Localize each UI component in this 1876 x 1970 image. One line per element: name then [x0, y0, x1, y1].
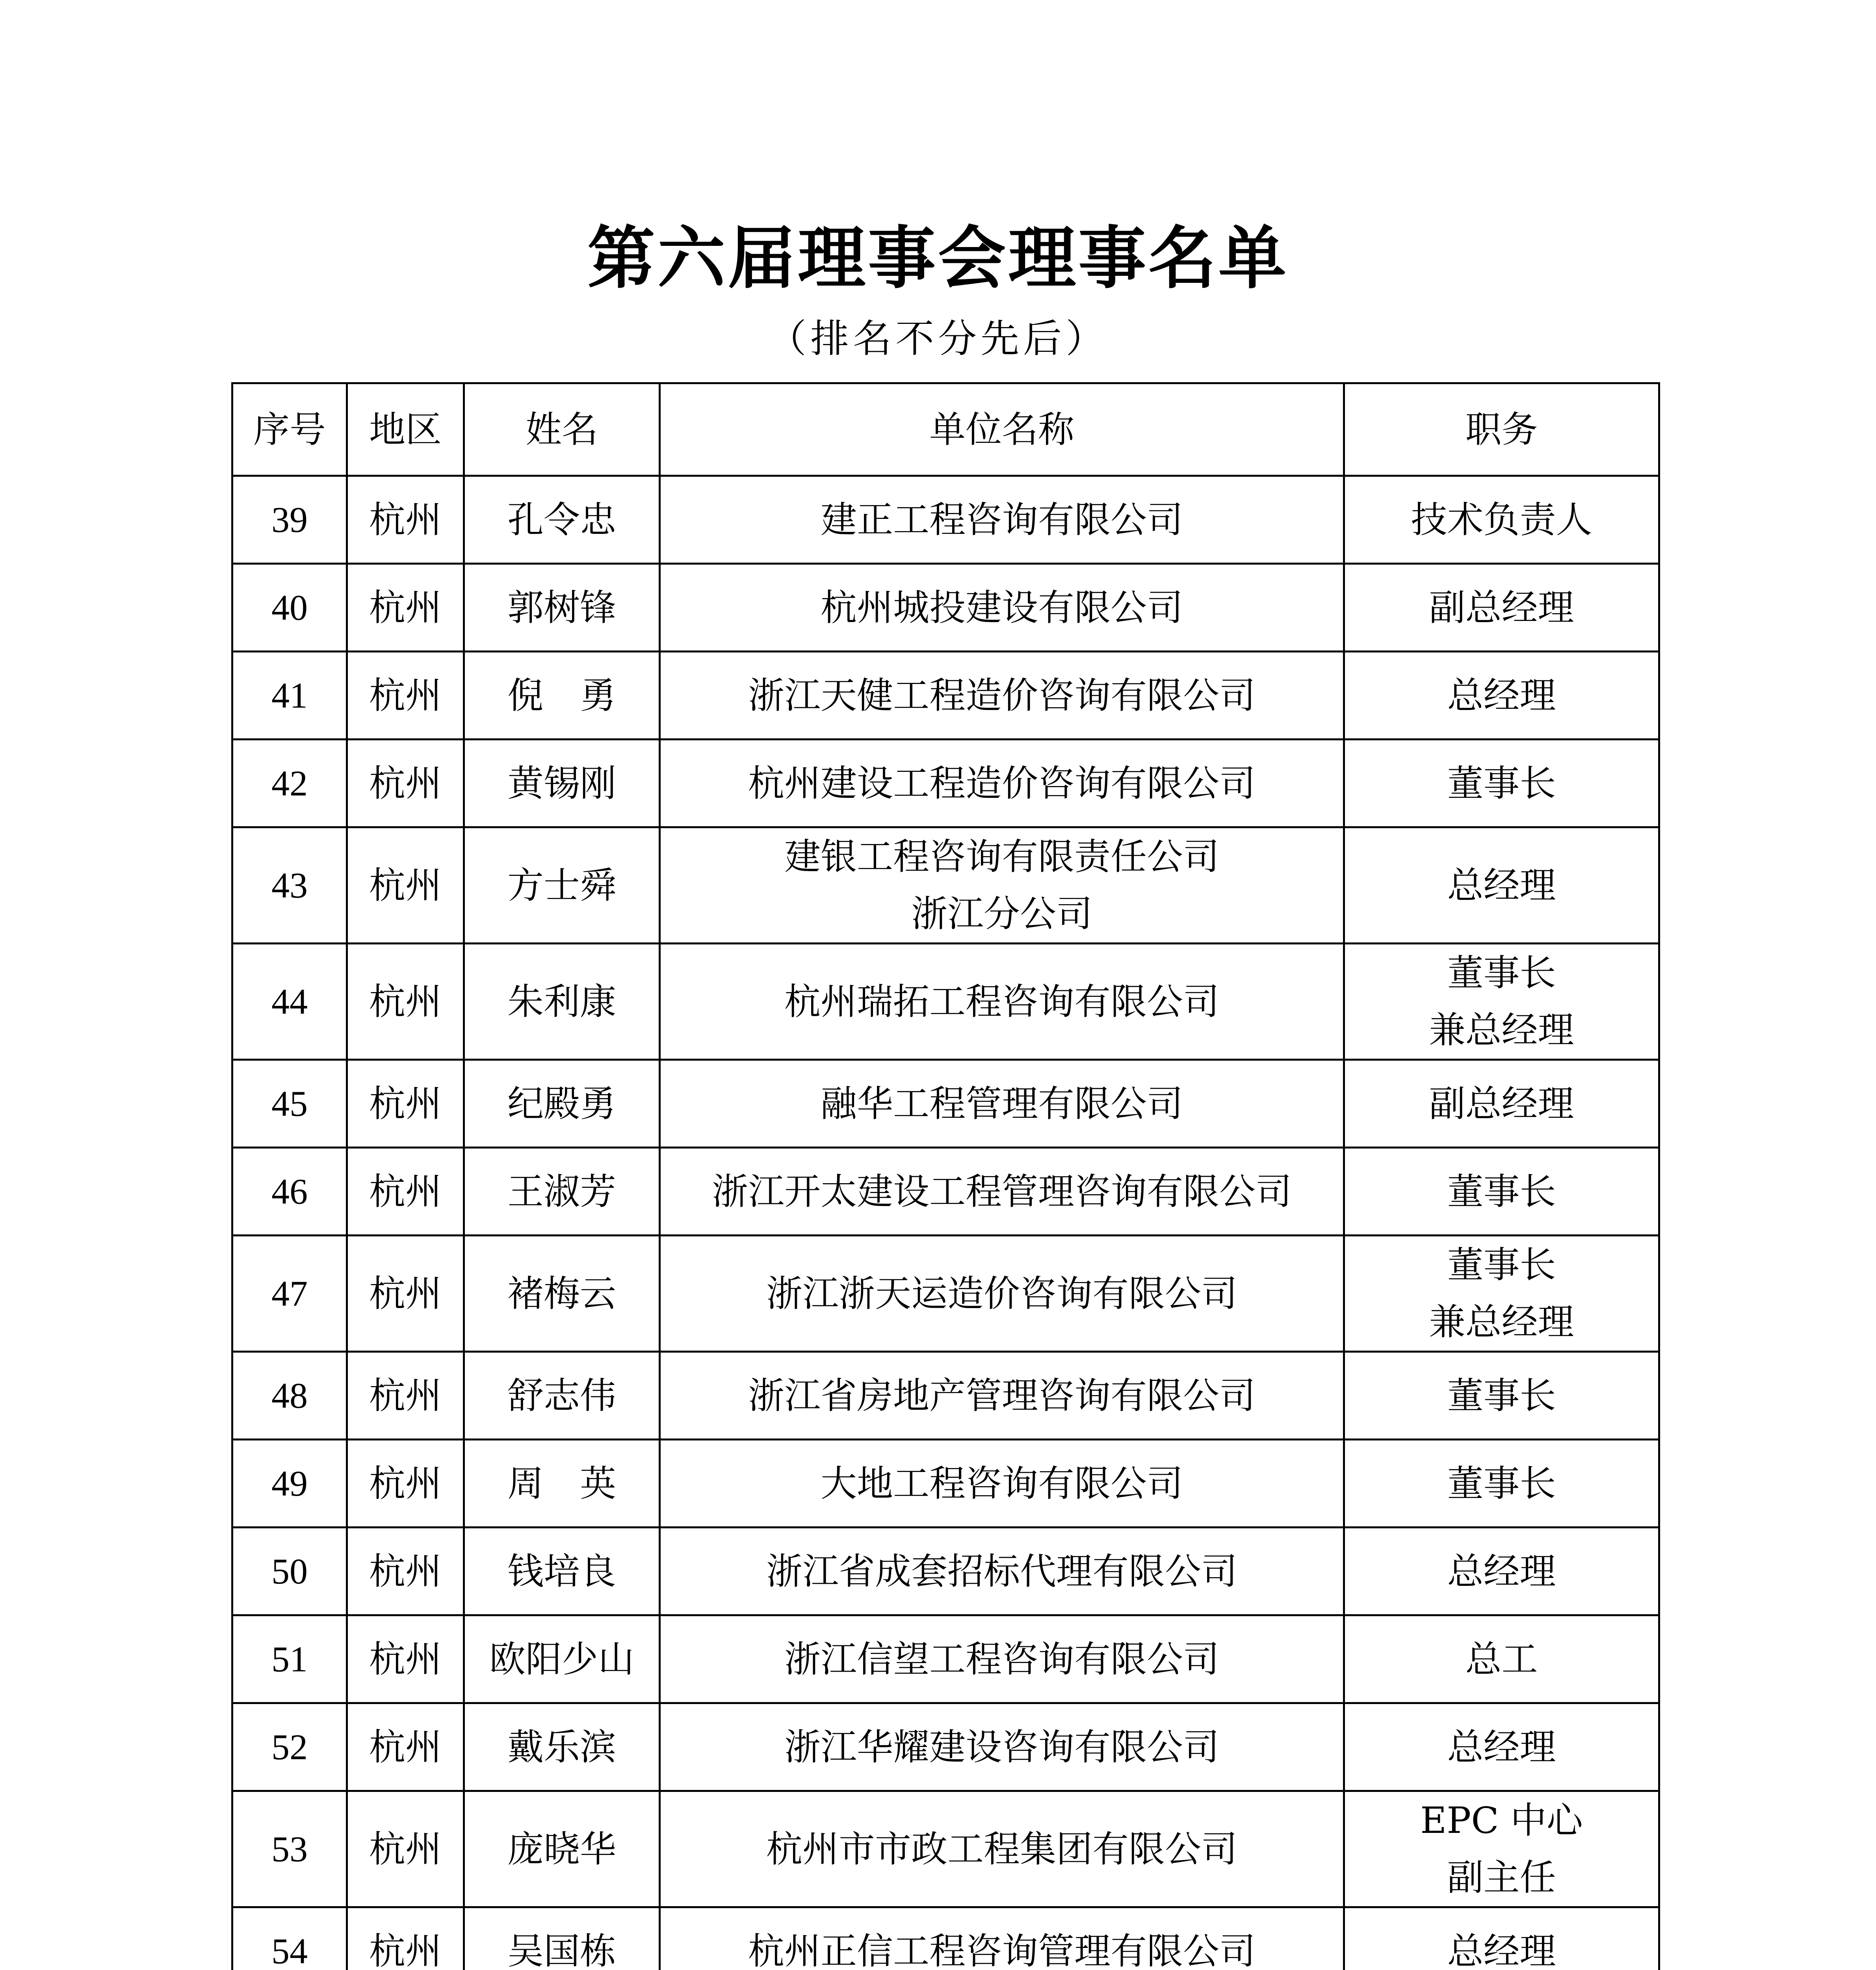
position-line: 董事长: [1447, 762, 1556, 805]
document-subtitle: （排名不分先后）: [767, 316, 1108, 361]
cell-region: 杭州: [347, 1703, 464, 1791]
table-row: [232, 1703, 1659, 1791]
cell-index: 52: [232, 1703, 347, 1791]
cell-organization: [660, 1148, 1344, 1236]
header-name: 姓名: [464, 383, 660, 476]
cell-position: [1344, 652, 1659, 740]
cell-name: 钱培良: [464, 1528, 660, 1615]
cell-region: 杭州: [347, 564, 464, 652]
cell-region: 杭州: [347, 1907, 464, 1970]
cell-name: 郭树锋: [464, 564, 660, 652]
position-line: 董事长: [1447, 1170, 1556, 1213]
cell-index: 51: [232, 1615, 347, 1703]
organization-line: 建正工程咨询有限公司: [820, 498, 1183, 541]
cell-index: 49: [232, 1440, 347, 1528]
cell-position: [1344, 740, 1659, 827]
cell-region: 杭州: [347, 1060, 464, 1148]
position-line: 兼总经理: [1429, 1009, 1574, 1051]
council-member-table: [231, 382, 1660, 1970]
table-row: [232, 1236, 1659, 1352]
position-line: 副主任: [1447, 1857, 1556, 1899]
cell-region: 杭州: [347, 652, 464, 740]
cell-name: 舒志伟: [464, 1352, 660, 1440]
cell-region: 杭州: [347, 1148, 464, 1236]
position-line: 副总经理: [1429, 586, 1574, 629]
organization-line: 浙江分公司: [911, 893, 1092, 935]
cell-name: 褚梅云: [464, 1236, 660, 1352]
organization-line: 浙江浙天运造价咨询有限公司: [766, 1272, 1237, 1315]
cell-index: 40: [232, 564, 347, 652]
cell-position: [1344, 1060, 1659, 1148]
cell-organization: [660, 1060, 1344, 1148]
cell-organization: [660, 564, 1344, 652]
cell-position: [1344, 1703, 1659, 1791]
table-row: [232, 944, 1659, 1060]
cell-position: [1344, 1615, 1659, 1703]
organization-line: 杭州市市政工程集团有限公司: [766, 1828, 1237, 1870]
cell-organization: [660, 944, 1344, 1060]
cell-organization: [660, 740, 1344, 827]
position-line: 技术负责人: [1411, 498, 1592, 541]
cell-region: 杭州: [347, 1528, 464, 1615]
organization-line: 浙江开太建设工程管理咨询有限公司: [711, 1170, 1292, 1213]
table-row: [232, 827, 1659, 944]
cell-organization: [660, 1236, 1344, 1352]
organization-line: 融华工程管理有限公司: [820, 1082, 1183, 1125]
cell-name: 纪殿勇: [464, 1060, 660, 1148]
cell-region: 杭州: [347, 944, 464, 1060]
cell-index: 41: [232, 652, 347, 740]
cell-index: 42: [232, 740, 347, 827]
organization-line: 杭州城投建设有限公司: [820, 586, 1183, 629]
organization-line: 浙江天健工程造价咨询有限公司: [748, 674, 1256, 717]
cell-index: 45: [232, 1060, 347, 1148]
header-index: 序号: [232, 383, 347, 476]
organization-line: 浙江信望工程咨询有限公司: [784, 1638, 1219, 1680]
cell-position: [1344, 1148, 1659, 1236]
table-header-row: [232, 383, 1659, 476]
cell-name: 孔令忠: [464, 476, 660, 564]
cell-position: [1344, 1907, 1659, 1970]
position-line: EPC 中心: [1420, 1799, 1583, 1842]
cell-region: 杭州: [347, 1440, 464, 1528]
cell-region: 杭州: [347, 1615, 464, 1703]
organization-line: 杭州建设工程造价咨询有限公司: [748, 762, 1256, 805]
position-line: 总经理: [1447, 1726, 1556, 1768]
cell-index: 43: [232, 827, 347, 944]
organization-line: 浙江省房地产管理咨询有限公司: [748, 1374, 1256, 1417]
position-line: 总工: [1465, 1638, 1538, 1680]
cell-organization: [660, 1528, 1344, 1615]
position-line: 副总经理: [1429, 1082, 1574, 1125]
cell-name: 吴国栋: [464, 1907, 660, 1970]
cell-name: 倪 勇: [464, 652, 660, 740]
header-position: 职务: [1344, 383, 1659, 476]
cell-index: 46: [232, 1148, 347, 1236]
cell-region: 杭州: [347, 1352, 464, 1440]
position-line: 董事长: [1447, 952, 1556, 994]
cell-position: [1344, 1236, 1659, 1352]
table-row: [232, 740, 1659, 827]
cell-region: 杭州: [347, 740, 464, 827]
cell-region: 杭州: [347, 827, 464, 944]
document-title: 第六届理事会理事名单: [587, 218, 1289, 298]
position-line: 董事长: [1447, 1244, 1556, 1286]
cell-region: 杭州: [347, 476, 464, 564]
position-line: 兼总经理: [1429, 1301, 1574, 1343]
cell-index: 54: [232, 1907, 347, 1970]
cell-index: 47: [232, 1236, 347, 1352]
organization-line: 杭州瑞拓工程咨询有限公司: [784, 980, 1219, 1023]
cell-name: 黄锡刚: [464, 740, 660, 827]
cell-name: 王淑芳: [464, 1148, 660, 1236]
cell-index: 39: [232, 476, 347, 564]
organization-line: 大地工程咨询有限公司: [820, 1462, 1183, 1505]
organization-line: 建银工程咨询有限责任公司: [784, 836, 1219, 878]
cell-index: 53: [232, 1791, 347, 1907]
cell-position: [1344, 476, 1659, 564]
cell-organization: [660, 827, 1344, 944]
cell-position: [1344, 1440, 1659, 1528]
cell-position: [1344, 1352, 1659, 1440]
cell-organization: [660, 1352, 1344, 1440]
table-row: [232, 1791, 1659, 1907]
table-row: [232, 1615, 1659, 1703]
position-line: 总经理: [1447, 674, 1556, 717]
position-line: 董事长: [1447, 1462, 1556, 1505]
position-line: 总经理: [1447, 864, 1556, 907]
cell-position: [1344, 944, 1659, 1060]
cell-position: [1344, 1791, 1659, 1907]
cell-index: 48: [232, 1352, 347, 1440]
table-row: [232, 652, 1659, 740]
cell-index: 44: [232, 944, 347, 1060]
position-line: 董事长: [1447, 1374, 1556, 1417]
organization-line: 浙江华耀建设咨询有限公司: [784, 1726, 1219, 1768]
table-body: [232, 476, 1659, 1970]
cell-organization: [660, 1615, 1344, 1703]
cell-organization: [660, 1907, 1344, 1970]
table-row: [232, 476, 1659, 564]
organization-line: 杭州正信工程咨询管理有限公司: [748, 1930, 1256, 1970]
cell-region: 杭州: [347, 1791, 464, 1907]
cell-organization: [660, 476, 1344, 564]
cell-position: [1344, 1528, 1659, 1615]
cell-organization: [660, 652, 1344, 740]
table-row: [232, 1440, 1659, 1528]
cell-region: 杭州: [347, 1236, 464, 1352]
table-row: [232, 1528, 1659, 1615]
cell-name: 欧阳少山: [464, 1615, 660, 1703]
cell-organization: [660, 1703, 1344, 1791]
position-line: 总经理: [1447, 1930, 1556, 1970]
cell-organization: [660, 1440, 1344, 1528]
table-row: [232, 1352, 1659, 1440]
cell-name: 戴乐滨: [464, 1703, 660, 1791]
position-line: 总经理: [1447, 1550, 1556, 1593]
cell-name: 庞晓华: [464, 1791, 660, 1907]
table-row: [232, 1907, 1659, 1970]
cell-position: [1344, 564, 1659, 652]
organization-line: 浙江省成套招标代理有限公司: [766, 1550, 1237, 1593]
header-region: 地区: [347, 383, 464, 476]
header-organization: 单位名称: [660, 383, 1344, 476]
table-row: [232, 564, 1659, 652]
cell-organization: [660, 1791, 1344, 1907]
cell-name: 朱利康: [464, 944, 660, 1060]
cell-name: 方士舜: [464, 827, 660, 944]
cell-index: 50: [232, 1528, 347, 1615]
table-row: [232, 1148, 1659, 1236]
cell-position: [1344, 827, 1659, 944]
table-row: [232, 1060, 1659, 1148]
cell-name: 周 英: [464, 1440, 660, 1528]
